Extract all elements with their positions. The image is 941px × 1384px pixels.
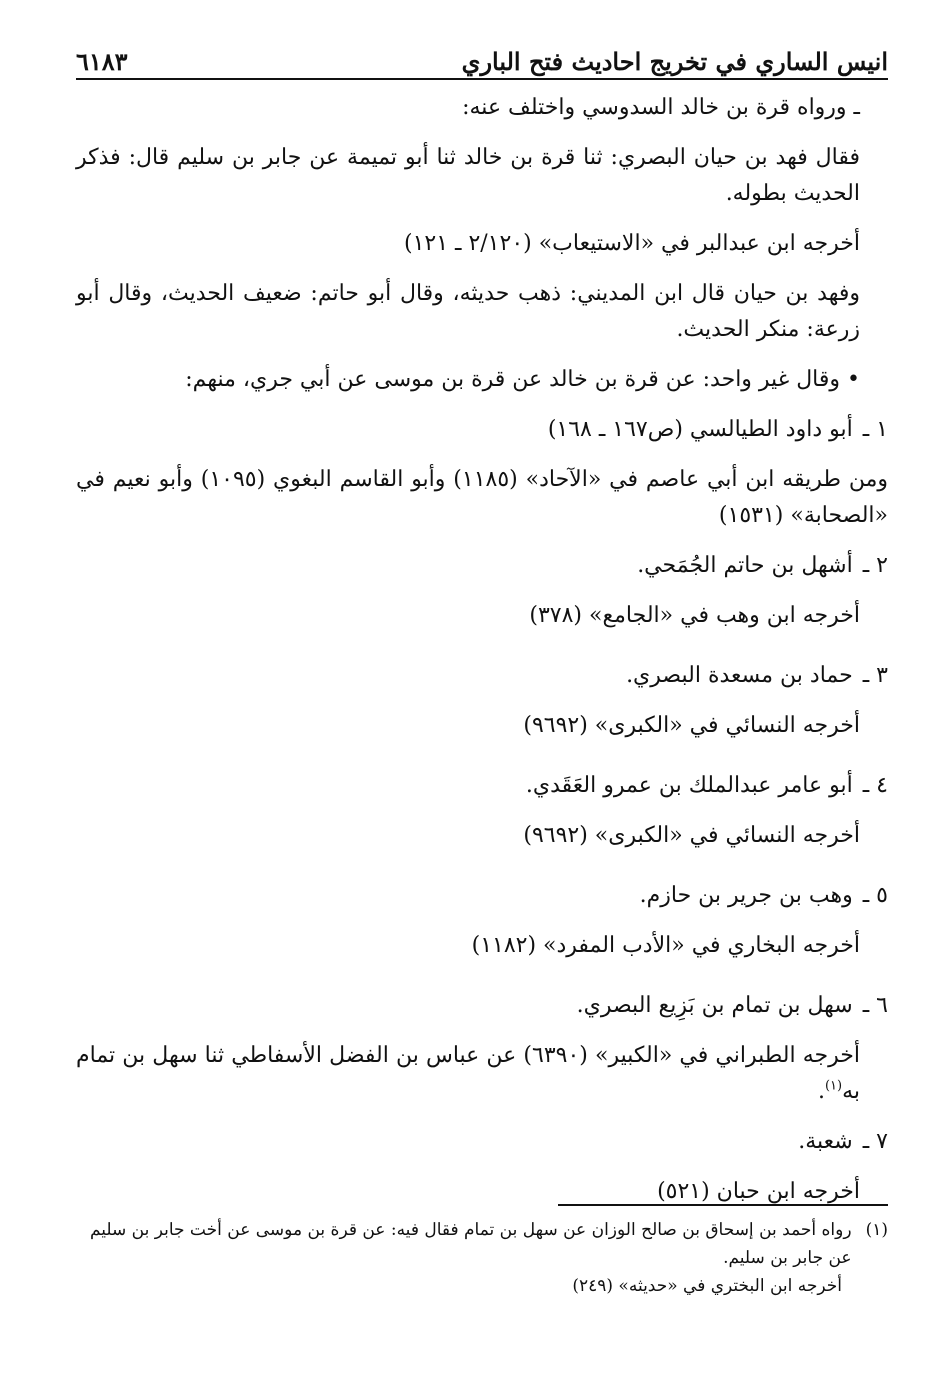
list-item [76,412,888,448]
footnote-item [76,1216,888,1272]
takhrij-text: أخرجه الطبراني في «الكبير» (٦٣٩٠) عن عباس بن الفضل الأسفاطي ثنا سهل بن تمام به$^{(١)}$. [76,1043,860,1104]
narrator-name: سهل بن تمام بن بَزِيع البصري. [576,993,853,1018]
footnote-separator [558,1204,888,1206]
list-item [76,768,888,804]
book-page [76,30,888,1350]
footnote-text: رواه أحمد بن إسحاق بن صالح الوزان عن سهل بن تمام فقال فيه: عن قرة بن موسى عن أخت جابر بن سليم عن جابر بن سليم. [89,1220,852,1268]
footnotes [76,1216,888,1300]
takhrij-text: أخرجه ابن حبان (٥٢١) [657,1179,860,1204]
paragraph-fahd: فقال فهد بن حيان البصري: ثنا قرة بن خالد ثنا أبو تميمة عن جابر بن سليم قال: فذكر الحديث بطوله. [76,145,860,206]
main-text [76,90,888,1210]
takhrij-text: أخرجه النسائي في «الكبرى» (٩٦٩٢) [523,823,860,848]
narrator-name: أبو داود الطيالسي (ص١٦٧ ـ ١٦٨) [547,417,853,442]
item-number: ٤ ـ [862,773,888,798]
item-number: ٣ ـ [862,663,888,688]
list-item [76,878,888,914]
narrator-name: شعبة. [798,1129,853,1154]
item-number: ٢ ـ [862,553,888,578]
paragraph-fahd-grading: وفهد بن حيان قال ابن المديني: ذهب حديثه، وقال أبو حاتم: ضعيف الحديث، وقال أبو زرعة: منكر الحديث. [76,281,860,342]
list-item [76,548,888,584]
footnote-continuation: أخرجه ابن البختري في «حديثه» (٢٤٩) [572,1276,842,1296]
narrator-name: أبو عامر عبدالملك بن عمرو العَقَدي. [525,773,853,798]
narrator-name: وهب بن جرير بن حازم. [639,883,853,908]
narrator-name: حماد بن مسعدة البصري. [626,663,853,688]
list-item [76,658,888,694]
paragraph-intro: ـ ورواه قرة بن خالد السدوسي واختلف عنه: [462,95,860,120]
narrator-name: أشهل بن حاتم الجُمَحي. [637,553,853,578]
takhrij-text: ومن طريقه ابن أبي عاصم في «الآحاد» (١١٨٥) وأبو القاسم البغوي (١٠٩٥) وأبو نعيم في «الصحابة» (١٥٣١) [76,467,888,528]
list-item [76,988,888,1024]
paragraph-takhrij-istiab: أخرجه ابن عبدالبر في «الاستيعاب» (٢/١٢٠ ـ ١٢١) [403,231,860,256]
takhrij-text-body: أخرجه الطبراني في «الكبير» (٦٣٩٠) عن عباس بن الفضل الأسفاطي ثنا سهل بن تمام به [76,1043,860,1104]
footnote-mark: (١) [865,1220,888,1240]
list-item [76,1124,888,1160]
takhrij-text: أخرجه ابن وهب في «الجامع» (٣٧٨) [529,603,860,628]
header-title: انيس الساري في تخريج احاديث فتح الباري [461,47,888,76]
takhrij-text: أخرجه البخاري في «الأدب المفرد» (١١٨٢) [471,933,860,958]
item-number: ٦ ـ [862,993,888,1018]
item-number: ٧ ـ [862,1129,888,1154]
item-number: ٥ ـ [862,883,888,908]
footnote-reference[interactable]: (١) [824,1078,843,1094]
page-number: ٦١٨٣ [76,47,128,76]
takhrij-text: أخرجه النسائي في «الكبرى» (٩٦٩٢) [523,713,860,738]
paragraph-others: • وقال غير واحد: عن قرة بن خالد عن قرة بن موسى عن أبي جري، منهم: [185,367,860,392]
item-number: ١ ـ [862,417,888,442]
running-header [76,30,888,80]
